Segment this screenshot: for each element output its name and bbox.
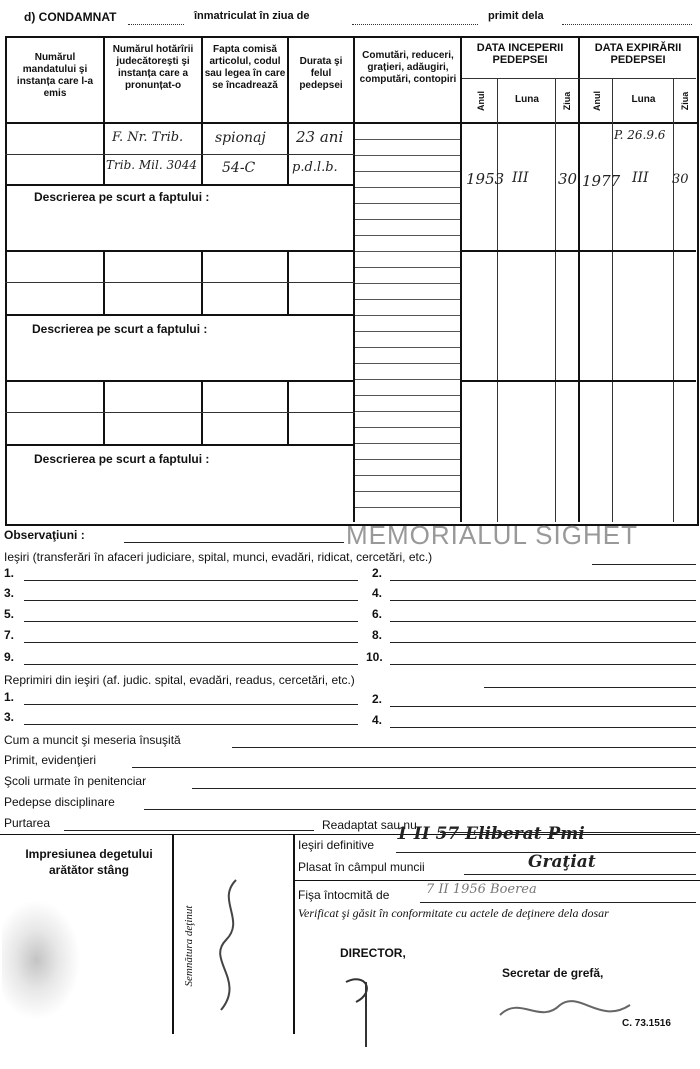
director-label: DIRECTOR, [340, 946, 406, 960]
final-exit-label: Ieşiri definitive [298, 838, 375, 852]
placed-label: Plasat în câmpul muncii [298, 860, 425, 874]
exits-label: Ieşiri (transferări în afaceri judiciare, spital, munci, evadări, ridicat, cercetări, etc.) [4, 550, 433, 564]
end-day: 30 [672, 172, 689, 187]
end-month-label: Luna [631, 94, 656, 105]
placed-value: Graţiat [528, 852, 596, 872]
col-commutations-header: Comutări, reduceri, grațieri, adăugiri, computări, contopiri [359, 50, 457, 85]
col-duration-header: Durata şi felul pedepsei [299, 56, 343, 91]
readapted-label: Readaptat sau nu [322, 818, 417, 832]
verdict-court: Trib. Mil. 3044 [106, 158, 198, 172]
final-exit-value: 1 II 57 Eliberat Pmi [396, 824, 585, 844]
director-signature [336, 962, 396, 1052]
signature-label: Semnătura deţinut [183, 905, 195, 987]
fingerprint-area [2, 890, 88, 1030]
col-verdict-header: Numărul hotărîrii judecătoreşti şi instanța care a pronunțat-o [112, 44, 194, 91]
verified-text: Verificat şi găsit în conformitate cu actele de deţinere dela dosar [298, 906, 609, 920]
secretary-label: Secretar de grefă, [502, 966, 604, 980]
verdict-number: F. Nr. Trib. [112, 130, 184, 145]
registered-label: înmatriculat în ziua de [194, 10, 310, 22]
end-note: P. 26.9.6 [614, 128, 666, 142]
commutations-lines [355, 124, 460, 520]
start-day: 30 [558, 170, 578, 188]
detainee-signature [196, 870, 266, 1020]
sheet-label: Fişa întocmită de [298, 888, 390, 902]
schools-label: Şcoli urmate în penitenciar [4, 774, 147, 788]
start-day-label: Ziua [562, 91, 572, 111]
end-date-header: DATA EXPIRĂRII PEDEPSEI [594, 42, 682, 66]
end-year-label: Anul [592, 91, 602, 111]
received-evidence-label: Primit, evidenţieri [4, 753, 97, 767]
start-year-label: Anul [476, 91, 486, 111]
work-label: Cum a muncit şi meseria însuşită [4, 733, 181, 747]
end-year: 1977 [582, 172, 621, 190]
fingerprint-label: Impresiunea degetului arătător stâng [25, 847, 153, 877]
form-header [0, 6, 700, 26]
sheet-value: 7 II 1956 Boerea [426, 882, 537, 897]
description-label-1: Descrierea pe scurt a faptului : [34, 190, 210, 204]
offense: spionaj [215, 130, 266, 146]
col-mandate-header: Numărul mandatului şi instanța care l-a emis [16, 52, 94, 99]
end-day-label: Ziua [680, 91, 690, 111]
start-month-label: Luna [515, 94, 539, 105]
received-label: primit dela [488, 10, 544, 22]
start-date-header: DATA INCEPERII PEDEPSEI [476, 42, 564, 66]
duration: 23 ani [296, 128, 344, 146]
description-label-2: Descrierea pe scurt a faptului : [32, 322, 208, 336]
end-month: III [632, 170, 649, 186]
sentence-type: p.d.l.b. [292, 160, 338, 175]
observations-label: Observaţiuni : [4, 528, 85, 542]
watermark: MEMORIALUL SIGHET [346, 520, 638, 550]
discipline-label: Pedepse disciplinare [4, 795, 115, 809]
form-code: C. 73.1516 [622, 1018, 671, 1029]
description-label-3: Descrierea pe scurt a faptului : [34, 452, 210, 466]
start-month: III [512, 170, 529, 186]
offense-article: 54-C [222, 160, 256, 176]
conduct-label: Purtarea [4, 816, 51, 830]
readmit-label: Reprimiri din ieşiri (af. judic. spital, evadări, readus, cercetări, etc.) [4, 673, 355, 687]
start-year: 1953 [466, 170, 505, 188]
col-offense-header: Fapta comisă articolul, codul sau legea în care se încadrează [204, 44, 286, 91]
section-title: d) CONDAMNAT [24, 10, 117, 24]
